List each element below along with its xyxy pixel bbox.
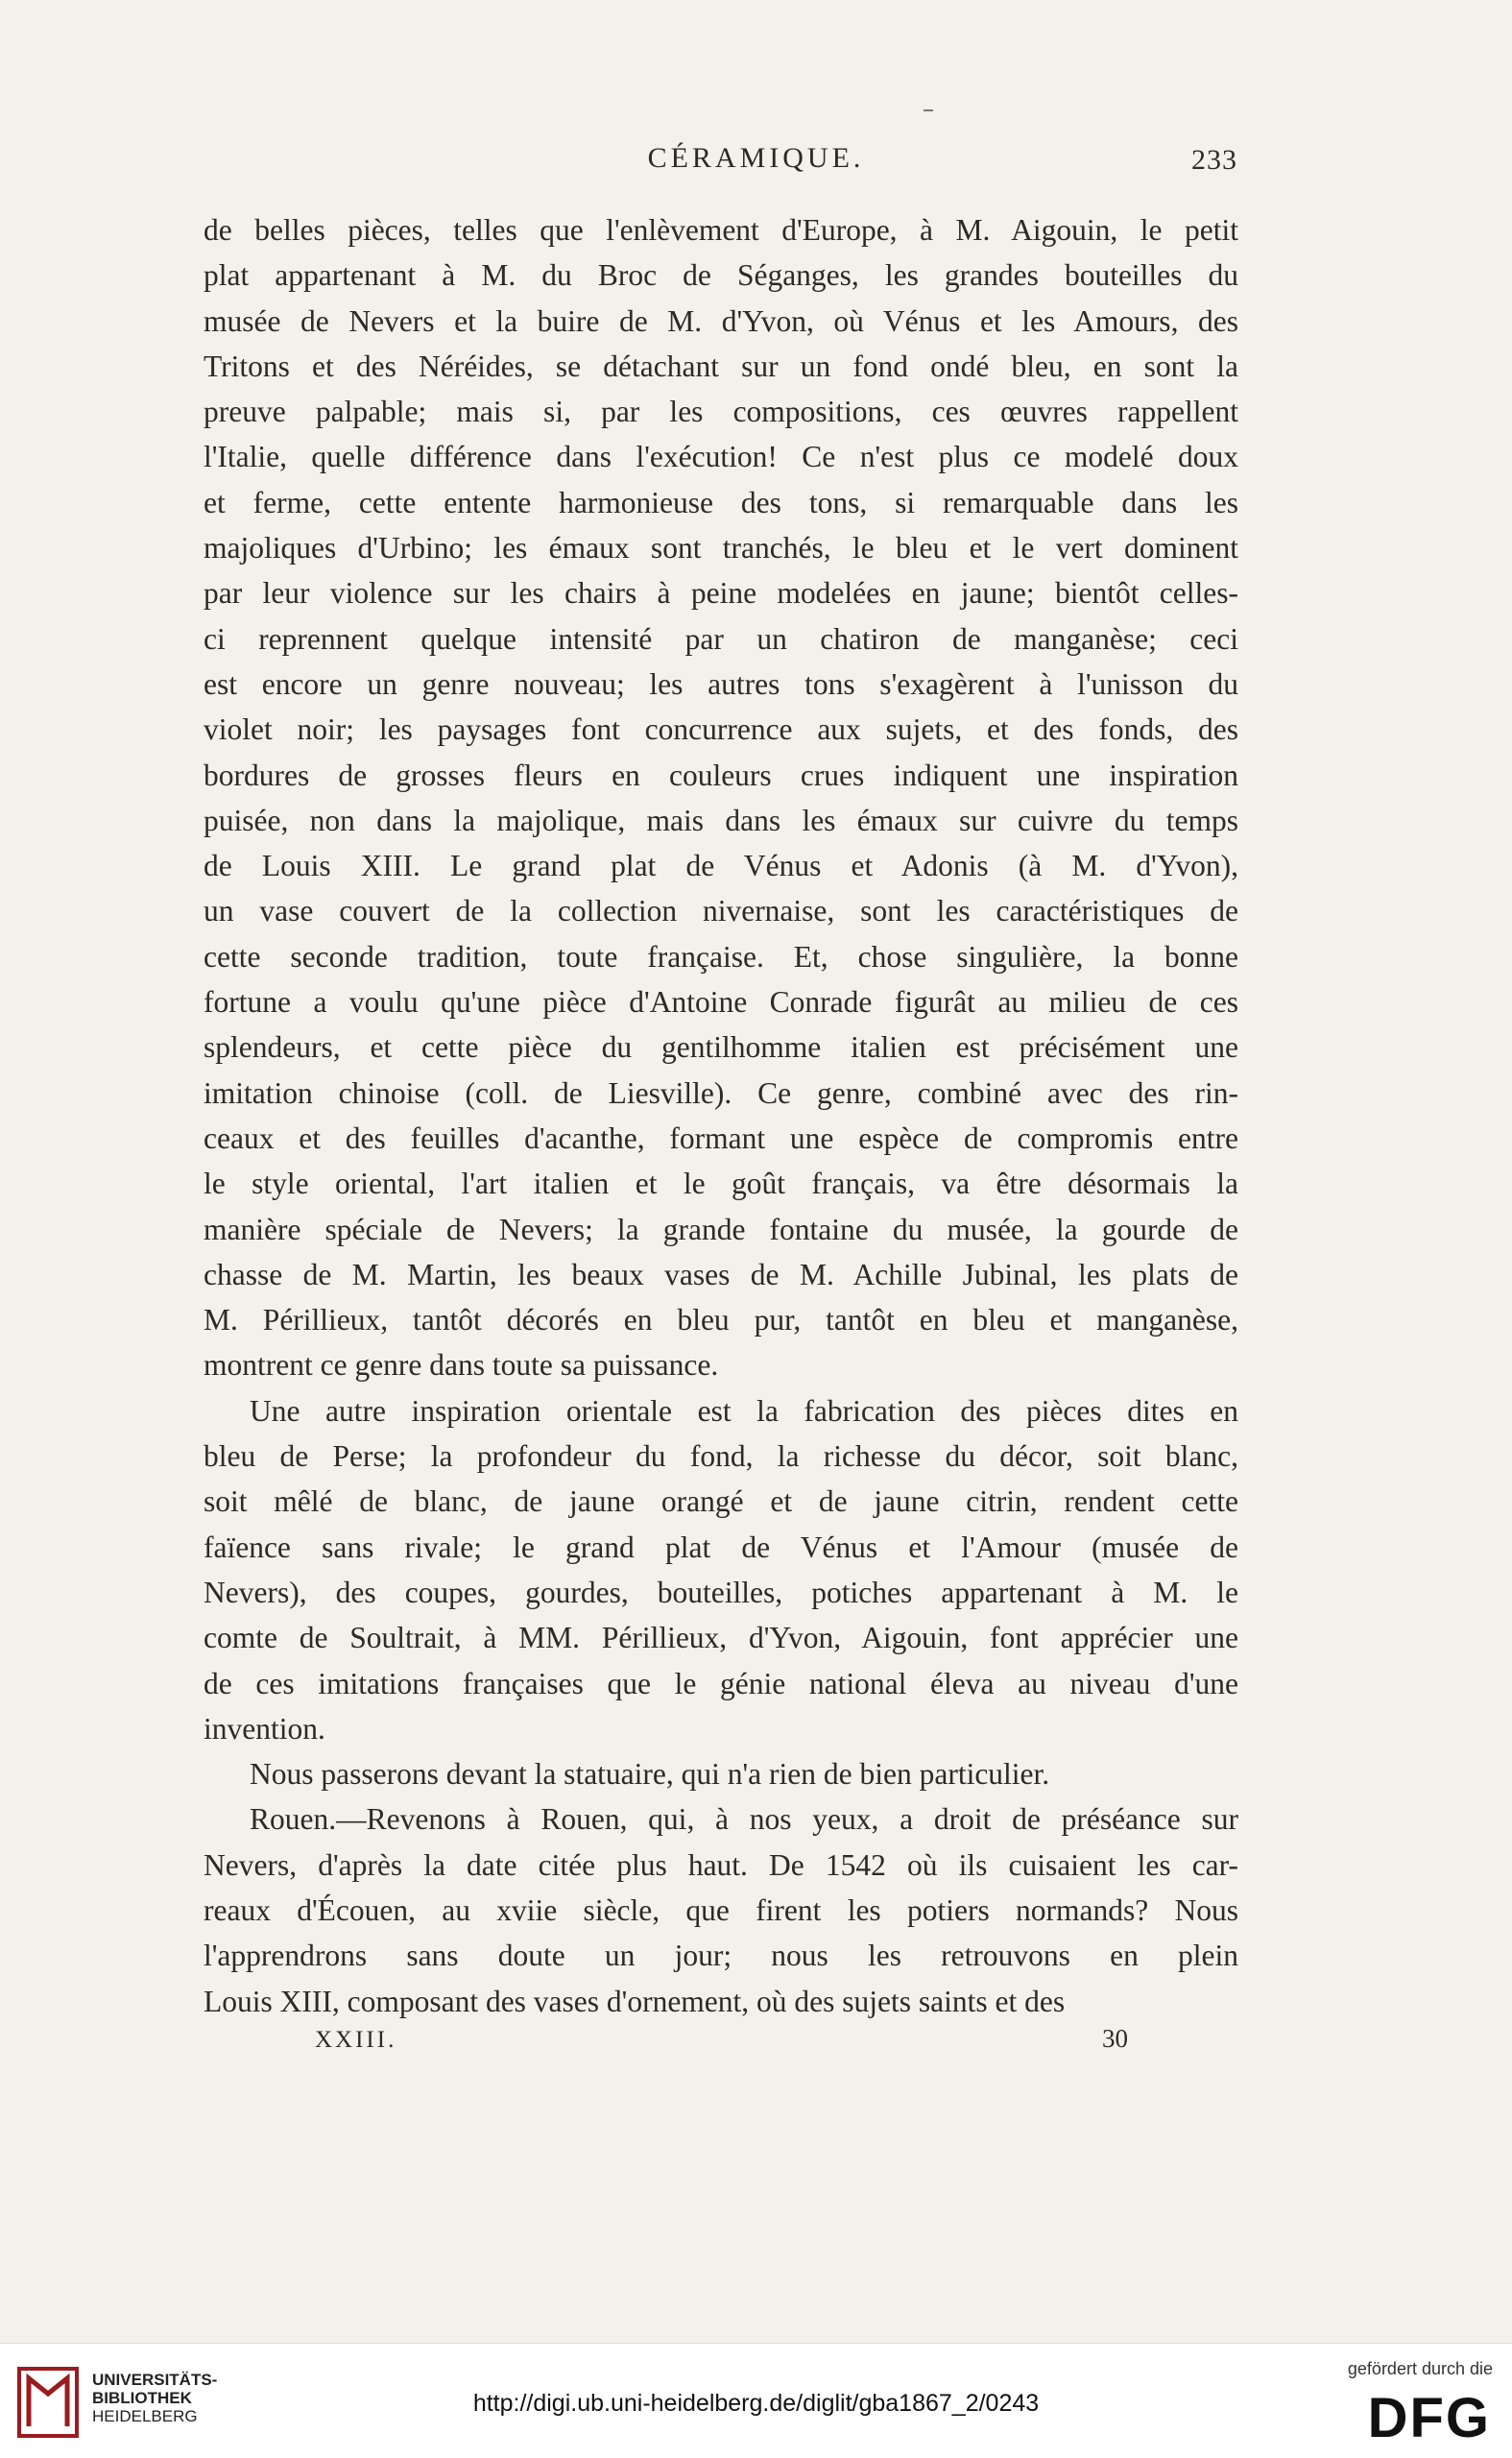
running-head: CÉRAMIQUE. — [647, 142, 865, 174]
text-line: splendeurs, et cette pièce du gentilhomme italien est précisément une — [204, 1030, 1238, 1065]
library-line-1: UNIVERSITÄTS- — [92, 2371, 218, 2389]
paragraph — [204, 1796, 1238, 2023]
text-line: Tritons et des Néréides, se détachant sur un fond ondé bleu, en sont la — [204, 349, 1238, 383]
text-line: imitation chinoise (coll. de Liesville). Ce genre, combiné avec des rin- — [204, 1075, 1238, 1110]
text-line: faïence sans rivale; le grand plat de Vénus et l'Amour (musée de — [204, 1530, 1238, 1564]
page-number: 233 — [1191, 144, 1237, 176]
text-line: puisée, non dans la majolique, mais dans les émaux sur cuivre du temps — [204, 803, 1238, 837]
text-line: comte de Soultrait, à MM. Périllieux, d'Yvon, Aigouin, font apprécier une — [204, 1621, 1238, 1655]
paragraph — [204, 1388, 1238, 1751]
text-line: soit mêlé de blanc, de jaune orangé et de jaune citrin, rendent cette — [204, 1484, 1238, 1519]
signature-mark: XXIII. — [315, 2027, 397, 2053]
funder-label: gefördert durch die — [1347, 2359, 1493, 2378]
dfg-logo-icon[interactable]: DFG — [1367, 2387, 1491, 2449]
text-line: majoliques d'Urbino; les émaux sont tranchés, le bleu et le vert dominent — [204, 531, 1238, 566]
text-line: Louis XIII, composant des vases d'ornement, où des sujets saints et des — [204, 1984, 1066, 2018]
text-line: manière spéciale de Nevers; la grande fontaine du musée, la gourde de — [204, 1212, 1238, 1246]
text-line: Nous passerons devant la statuaire, qui n'a rien de bien particulier. — [250, 1757, 1050, 1792]
text-line: M. Périllieux, tantôt décorés en bleu pur, tantôt en bleu et manganèse, — [204, 1303, 1238, 1337]
text-line: par leur violence sur les chairs à peine modelées en jaune; bientôt celles- — [204, 576, 1238, 611]
text-line: un vase couvert de la collection nivernaise, sont les caractéristiques de — [204, 894, 1238, 928]
text-line: de belles pièces, telles que l'enlèvement d'Europe, à M. Aigouin, le petit — [204, 213, 1238, 247]
text-line: Rouen.—Revenons à Rouen, qui, à nos yeux, a droit de préséance sur — [250, 1802, 1238, 1837]
scan-mark — [924, 109, 933, 111]
page-header — [0, 142, 1512, 181]
text-line: Nevers), des coupes, gourdes, bouteilles, potiches appartenant à M. le — [204, 1575, 1238, 1609]
text-line: ceaux et des feuilles d'acanthe, formant une espèce de compromis entre — [204, 1121, 1238, 1155]
text-line: Une autre inspiration orientale est la fabrication des pièces dites en — [250, 1393, 1238, 1428]
library-line-3: HEIDELBERG — [92, 2407, 198, 2425]
text-line: montrent ce genre dans toute sa puissance. — [204, 1348, 719, 1383]
text-line: bordures de grosses fleurs en couleurs crues indiquent une inspiration — [204, 758, 1238, 792]
text-line: violet noir; les paysages font concurrence aux sujets, et des fonds, des — [204, 712, 1238, 747]
library-line-2: BIBLIOTHEK — [92, 2389, 192, 2407]
text-line: le style oriental, l'art italien et le goût français, va être désormais la — [204, 1167, 1238, 1201]
sheet-number: 30 — [1102, 2024, 1128, 2053]
text-line: l'apprendrons sans doute un jour; nous les retrouvons en plein — [204, 1939, 1238, 1973]
text-line: de ces imitations françaises que le génie national éleva au niveau d'une — [204, 1666, 1238, 1700]
paragraph — [204, 1751, 1238, 1796]
text-line: invention. — [204, 1711, 325, 1746]
body-text — [204, 207, 1238, 2024]
text-line: l'Italie, quelle différence dans l'exécution! Ce n'est plus ce modelé doux — [204, 440, 1238, 474]
text-line: de Louis XIII. Le grand plat de Vénus et Adonis (à M. d'Yvon), — [204, 849, 1238, 883]
text-line: et ferme, cette entente harmonieuse des tons, si remarquable dans les — [204, 485, 1238, 519]
viewer-footer-bar — [0, 2343, 1512, 2458]
permalink-url[interactable]: http://digi.ub.uni-heidelberg.de/diglit/gba1867_2/0243 — [472, 2390, 1040, 2417]
text-line: cette seconde tradition, toute française. Et, chose singulière, la bonne — [204, 939, 1238, 974]
text-line: preuve palpable; mais si, par les compositions, ces œuvres rappellent — [204, 395, 1238, 429]
text-line: musée de Nevers et la buire de M. d'Yvon, où Vénus et les Amours, des — [204, 303, 1238, 338]
text-line: bleu de Perse; la profondeur du fond, la richesse du décor, soit blanc, — [204, 1439, 1238, 1474]
text-line: ci reprennent quelque intensité par un chatiron de manganèse; ceci — [204, 621, 1238, 656]
paragraph — [204, 207, 1238, 1388]
text-line: est encore un genre nouveau; les autres tons s'exagèrent à l'unisson du — [204, 666, 1238, 701]
text-line: fortune a voulu qu'une pièce d'Antoine Conrade figurât au milieu de ces — [204, 985, 1238, 1020]
text-line: reaux d'Écouen, au xviie siècle, que firent les potiers normands? Nous — [204, 1892, 1238, 1927]
text-line: Nevers, d'après la date citée plus haut. De 1542 où ils cuisaient les car- — [204, 1847, 1238, 1882]
text-line: plat appartenant à M. du Broc de Séganges, les grandes bouteilles du — [204, 258, 1238, 293]
text-line: chasse de M. Martin, les beaux vases de M. Achille Jubinal, les plats de — [204, 1257, 1238, 1291]
